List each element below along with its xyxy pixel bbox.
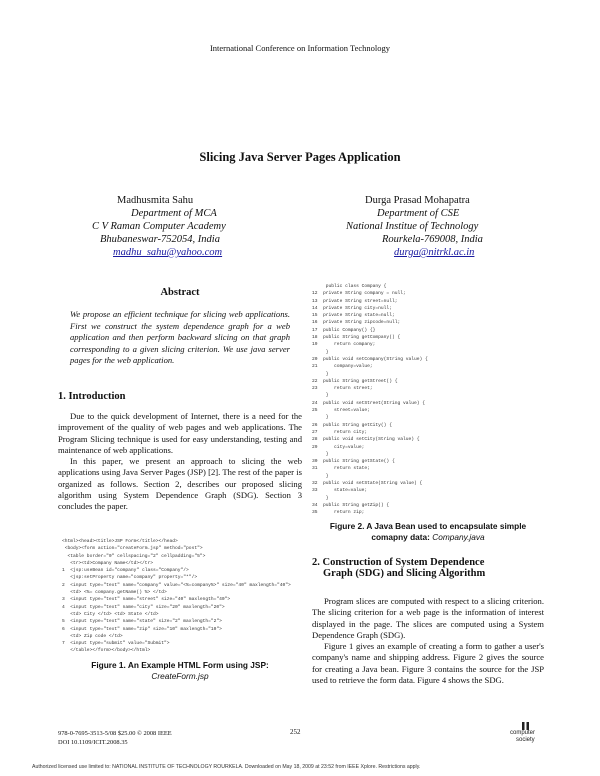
code-line: } bbox=[312, 415, 329, 421]
author-location: Bhubaneswar-752054, India bbox=[100, 234, 220, 245]
code-line: 7 <input type="submit" value="Submit"> bbox=[62, 641, 170, 647]
code-line: 32 public void setState(String value) { bbox=[312, 481, 423, 487]
figure2-caption-label: Figure 2. A Java Bean used to encapsulate simple comapny data: bbox=[329, 521, 527, 542]
author-email-link[interactable]: madhu_sahu@yahoo.com bbox=[113, 247, 223, 258]
footer-doi: DOI 10.1109/ICIT.2008.35 bbox=[58, 739, 128, 746]
code-line: } bbox=[312, 371, 329, 377]
author-block-2 bbox=[344, 194, 544, 259]
code-line: 27 return city; bbox=[312, 429, 368, 435]
code-line: </table></form></body></html> bbox=[62, 648, 151, 654]
code-line: 22 public String getStreet() { bbox=[312, 378, 398, 384]
author-location: Rourkela-769008, India bbox=[382, 234, 483, 245]
section2-body bbox=[312, 596, 544, 686]
code-line: 33 state=value; bbox=[312, 488, 368, 494]
figure1-code bbox=[62, 538, 302, 656]
section2-heading-line2: Graph (SDG) and Slicing Algorithm bbox=[323, 568, 486, 579]
footer-copyright bbox=[58, 729, 172, 747]
code-line: 35 return zip; bbox=[312, 510, 365, 516]
code-line: 23 return street; bbox=[312, 386, 373, 392]
code-line: <table border="0" cellspacing="2" cellpadding="5"> bbox=[62, 553, 206, 559]
code-line: 4 <input type="text" name="city" size="20" maxlength="20"> bbox=[62, 604, 225, 610]
section2-paragraph-1: Program slices are computed with respect to a slicing criterion. The slicing criterion for a web page is the information of interest displayed in the page. The slices are computed using a System Dependence Graph (SDG). bbox=[312, 596, 544, 640]
code-line: <td> City </td> <td> State </td> bbox=[62, 611, 159, 617]
section2-paragraph-2: Figure 1 gives an example of creating a form to gather a user's company's name and shipping address. Figure 2 gives the source for creating a Java bean. Figure 3 contains the source for the JSP used to retrieve the form data. Figure 4 shows the SDG. bbox=[312, 641, 544, 686]
code-line: 21 company=value; bbox=[312, 364, 373, 370]
intro-paragraph-1: Due to the quick development of Internet, there is a need for the improvement of the quality of web pages and web applications. The Program Slicing technique is used for easy understanding, testing and maintenance of web applications. bbox=[58, 411, 302, 455]
figure2-caption-file: Company.java bbox=[432, 531, 485, 542]
section2-heading bbox=[312, 557, 544, 579]
code-line bbox=[312, 517, 544, 518]
intro-paragraph-2: In this paper, we present an approach to slicing the web applications using Java Server Pages (JSP) [2]. The rest of the paper is organized as follows. Section 2, describes our proposed slicing algorithm using System Dependence Graph (SDG). Section 3 concludes the paper. bbox=[58, 456, 302, 512]
author-dept: Department of MCA bbox=[131, 208, 217, 219]
code-line: 6 <input type="text" name="zip" size="10" maxlength="10"> bbox=[62, 626, 222, 632]
code-line: 19 return company; bbox=[312, 342, 376, 348]
code-line: 24 public void setStreet(String value) { bbox=[312, 400, 426, 406]
abstract-heading: Abstract bbox=[160, 287, 200, 298]
code-line: 30 public String getState() { bbox=[312, 459, 395, 465]
code-line: 15 private String state=null; bbox=[312, 313, 395, 319]
page-number: 252 bbox=[290, 728, 301, 736]
figure1-caption-file: CreateForm.jsp bbox=[151, 670, 209, 681]
abstract-text: We propose an efficient technique for slicing web applications. First we construct the system dependence graph for a web application and then perform backward slicing on that graph corresponding to a given slicing criterion. We use java server pages for the web application. bbox=[70, 309, 290, 366]
conference-header: International Conference on Information Technology bbox=[209, 43, 391, 53]
code-line: 31 return state; bbox=[312, 466, 370, 472]
logo-text-line1: computer bbox=[510, 730, 536, 736]
code-line: <tr><td>Company Name</td></tr> bbox=[62, 560, 153, 566]
author-name: Durga Prasad Mohapatra bbox=[365, 195, 470, 206]
intro-heading: 1. Introduction bbox=[58, 391, 126, 402]
code-line: 1 <jsp:useBean id="company" class="Company"/> bbox=[62, 568, 189, 574]
code-line: } bbox=[312, 495, 329, 501]
code-line: 20 public void setCompany(String value) { bbox=[312, 356, 428, 362]
author-block-1 bbox=[92, 194, 292, 259]
code-line: <td> <%= company.getName() %> </td> bbox=[62, 590, 167, 596]
code-line: } bbox=[312, 451, 329, 457]
section2-heading-line1: 2. Construction of System Dependence bbox=[312, 557, 485, 568]
code-line: <html><head><title>JSP Form</title></head> bbox=[62, 539, 178, 544]
footer-isbn: 978-0-7695-3513-5/08 $25.00 © 2008 IEEE bbox=[58, 730, 172, 737]
code-line: 26 public String getCity() { bbox=[312, 422, 392, 428]
figure2-code bbox=[312, 283, 544, 517]
code-line: <body><form action="createForm.jsp" method="post"> bbox=[62, 546, 203, 552]
code-line: 3 <input type="text" name="street" size="40" maxlength="40"> bbox=[62, 597, 231, 603]
author-email-link[interactable]: durga@nitrkl.ac.in bbox=[394, 247, 475, 258]
code-line: <td> Zip code </td> bbox=[62, 633, 123, 639]
author-name: Madhusmita Sahu bbox=[117, 195, 194, 206]
paper-title: Slicing Java Server Pages Application bbox=[199, 150, 401, 164]
code-line: public class Company { bbox=[312, 284, 387, 289]
code-line: 13 private String street=null; bbox=[312, 298, 398, 304]
code-line: 2 <input type="text" name="company" value="<%=company%>" size="40" maxlength="40"> bbox=[62, 582, 291, 588]
figure1-caption-label: Figure 1. An Example HTML Form using JSP: bbox=[91, 660, 269, 670]
code-line: 28 public void setCity(String value) { bbox=[312, 437, 420, 443]
logo-text-line2: society bbox=[516, 736, 535, 743]
author-org: National Institue of Technology bbox=[346, 221, 479, 232]
authorized-use-notice: Authorized licensed use limited to: NATIONAL INSTITUTE OF TECHNOLOGY ROURKELA. Downloaded on May 18, 2009 at 23:52 from IEEE Xplore. Restrictions apply. bbox=[32, 764, 421, 770]
code-line: 25 street=value; bbox=[312, 408, 370, 414]
logo-mark-icon bbox=[522, 722, 534, 730]
author-org: C V Raman Computer Academy bbox=[92, 221, 226, 232]
figure1-caption bbox=[58, 660, 302, 681]
code-line: 16 private String zipcode=null; bbox=[312, 320, 401, 326]
code-line: 29 city=value; bbox=[312, 444, 365, 450]
code-line: } bbox=[312, 393, 329, 399]
code-line: 12 private String company = null; bbox=[312, 291, 406, 297]
code-line: <jsp:setProperty name="company" property="*"/> bbox=[62, 575, 198, 581]
code-line: 5 <input type="text" name="state" size="2" maxlength="2"> bbox=[62, 619, 222, 625]
code-line: } bbox=[312, 349, 329, 355]
code-line: } bbox=[312, 473, 329, 479]
figure2-caption bbox=[312, 521, 544, 542]
code-line: 14 private String city=null; bbox=[312, 305, 392, 311]
code-line: 17 public Company() {} bbox=[312, 327, 376, 333]
code-line: 34 public String getZip() { bbox=[312, 502, 390, 508]
computer-society-logo bbox=[500, 722, 546, 744]
intro-body bbox=[58, 411, 302, 513]
author-dept: Department of CSE bbox=[377, 208, 460, 219]
code-line: 18 public String getCompany() { bbox=[312, 335, 401, 341]
